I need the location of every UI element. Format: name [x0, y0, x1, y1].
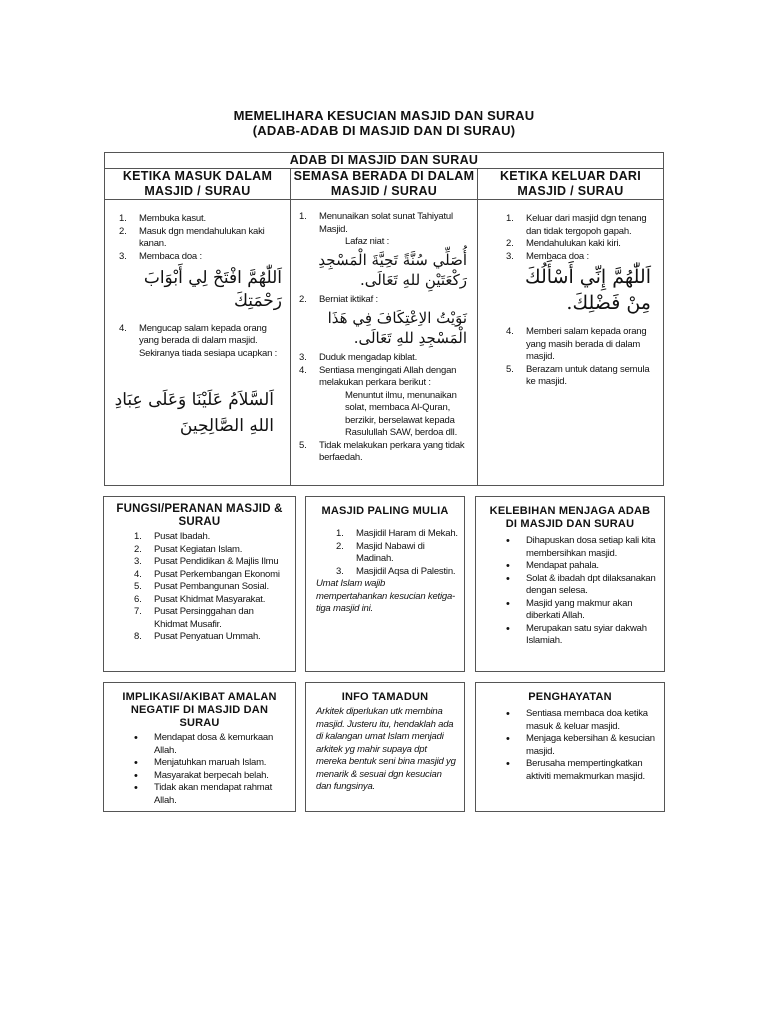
info-title: INFO TAMADUN [341, 691, 429, 703]
list-item-sub: Menuntut ilmu, menunaikan solat, membaca Al-Quran, berzikir, berselawat kepada Rasulullah SAW, berdoa dll. [345, 389, 458, 438]
salam-arabic: اَلسَّلاَمُ عَلَيْنَا وَعَلَى عِبَادِ اللهِ الصَّالِحِينَ [114, 390, 274, 436]
kelebihan-list [476, 531, 664, 648]
list-item: • Masyarakat berpecah belah. [122, 770, 289, 783]
list-item: 3. Masjidil Aqsa di Palestin. [336, 565, 456, 577]
list-item: 4. Pusat Perkembangan Ekonomi [134, 568, 280, 580]
list-item: • Mendapat pahala. [494, 560, 658, 573]
fungsi-title: FUNGSI/PERANAN MASJID & SURAU [116, 503, 283, 528]
fungsi-box [103, 496, 296, 672]
list-item: • Sentiasa membaca doa ketika masuk & keluar masjid. [494, 708, 658, 733]
list-item: 3. Membaca doa : [119, 250, 202, 262]
list-item: 1. Keluar dari masjid dgn tenang dan tidak tergopoh gapah. [506, 213, 647, 237]
page-subtitle: (ADAB-ADAB DI MASJID DAN DI SURAU) [252, 123, 516, 138]
doa-masuk-arabic: اَللّٰهُمَّ افْتَحْ لِي أَبْوَابَ رَحْمَتِكَ [143, 268, 282, 311]
doa-keluar-arabic: اَللّٰهُمَّ إِنِّي أَسْأَلُكَ مِنْ فَضْلِكَ. [524, 266, 651, 314]
mulia-box [305, 496, 465, 672]
list-item: 5. Tidak melakukan perkara yang tidak berfaedah. [299, 439, 465, 463]
list-item: 3. Membaca doa : [506, 250, 589, 262]
list-item: 5. Pusat Pembangunan Sosial. [134, 581, 269, 592]
niat-solat-arabic: أُصَلِّي سُنَّةً تَحِيَّةَ الْمَسْجِدِ رَكْعَتَيْنِ للهِ تَعَالَى. [318, 250, 467, 289]
list-item: 4. Mengucap salam kepada orang yang berada di dalam masjid. Sekiranya tiada sesiapa ucapkan : [119, 322, 278, 359]
list-item: • Tidak akan mendapat rahmat Allah. [122, 782, 289, 807]
kelebihan-title: KELEBIHAN MENJAGA ADAB DI MASJID DAN SURAU [489, 505, 651, 530]
list-item: 4. Sentiasa mengingati Allah dengan melakukan perkara berikut : [299, 364, 457, 388]
implikasi-title: IMPLIKASI/AKIBAT AMALAN NEGATIF DI MASJID DAN SURAU [122, 691, 277, 729]
list-item: 2. Mendahulukan kaki kiri. [506, 238, 621, 249]
col-keluar [478, 200, 664, 486]
list-item: • Masjid yang makmur akan diberkati Allah. [494, 598, 658, 623]
list-item: 2. Berniat iktikaf : [299, 294, 378, 305]
col-berada-title: SEMASA BERADA DI DALAM MASJID / SURAU [291, 169, 478, 200]
list-item: 6. Pusat Khidmat Masyarakat. [134, 593, 266, 605]
penghayatan-box [475, 682, 665, 812]
col-berada [291, 200, 478, 486]
col-keluar-title: KETIKA KELUAR DARI MASJID / SURAU [478, 169, 664, 200]
list-item: 3. Duduk mengadap kiblat. [299, 352, 418, 363]
list-item: • Merupakan satu syiar dakwah Islamiah. [494, 623, 658, 648]
implikasi-list [104, 730, 295, 807]
list-item: 8. Pusat Penyatuan Ummah. [134, 631, 261, 642]
list-item: • Berusaha mempertingkatkan aktiviti memakmurkan masjid. [494, 758, 658, 783]
page-title: MEMELIHARA KESUCIAN MASJID DAN SURAU [233, 108, 535, 123]
adab-heading: ADAB DI MASJID DAN SURAU [105, 153, 664, 169]
list-item: • Dihapuskan dosa setiap kali kita membersihkan masjid. [494, 535, 658, 560]
list-item: • Mendapat dosa & kemurkaan Allah. [122, 732, 289, 757]
list-item: • Solat & ibadah dpt dilaksanakan dengan selesa. [494, 573, 658, 598]
lafaz-niat-label: Lafaz niat : [345, 236, 390, 247]
col-masuk [105, 200, 291, 486]
penghayatan-title: PENGHAYATAN [528, 691, 612, 703]
mulia-list [306, 518, 464, 578]
list-item: 1. Pusat Ibadah. [134, 531, 211, 542]
list-item: 4. Memberi salam kepada orang yang masih berada di dalam masjid. [506, 326, 647, 363]
kelebihan-box [475, 496, 665, 672]
col-masuk-title: KETIKA MASUK DALAM MASJID / SURAU [105, 169, 291, 200]
list-item: 3. Pusat Pendidikan & Majlis Ilmu [134, 556, 279, 567]
mulia-note: Umat Islam wajib mempertahankan kesucian ketiga-tiga masjid ini. [316, 578, 456, 614]
implikasi-box [103, 682, 296, 812]
list-item: 7. Pusat Persinggahan dan Khidmat Musafir. [134, 606, 254, 630]
penghayatan-list [476, 706, 664, 783]
list-item: 2. Masjid Nabawi di Madinah. [336, 540, 425, 564]
list-item: 1. Masjidil Haram di Mekah. [336, 528, 458, 539]
fungsi-list [104, 529, 295, 644]
info-box [305, 682, 465, 812]
list-item: 2. Pusat Kegiatan Islam. [134, 543, 243, 555]
info-text: Arkitek diperlukan utk membina masjid. Justeru itu, hendaklah ada di kalangan umat Islam menjadi arkitek yg mahir supaya dpt mereka bentuk seni bina masjid yg menarik & sesuai dgn kesucian dan fungsinya. [316, 706, 456, 792]
list-item: • Menjatuhkan maruah Islam. [122, 757, 289, 770]
niat-iktikaf-arabic: نَوَيْتُ الاِعْتِكَافَ فِي هَذَا الْمَسْجِدِ للهِ تَعَالَى. [327, 308, 467, 347]
list-item: 2. Masuk dgn mendahulukan kaki kanan. [119, 225, 265, 249]
list-item: 1. Membuka kasut. [119, 213, 206, 224]
mulia-title: MASJID PALING MULIA [321, 505, 449, 517]
list-item: 1. Menunaikan solat sunat Tahiyatul Masjid. [299, 211, 453, 235]
list-item: • Menjaga kebersihan & kesucian masjid. [494, 733, 658, 758]
adab-table [104, 152, 664, 486]
list-item: 5. Berazam untuk datang semula ke masjid. [506, 363, 650, 388]
